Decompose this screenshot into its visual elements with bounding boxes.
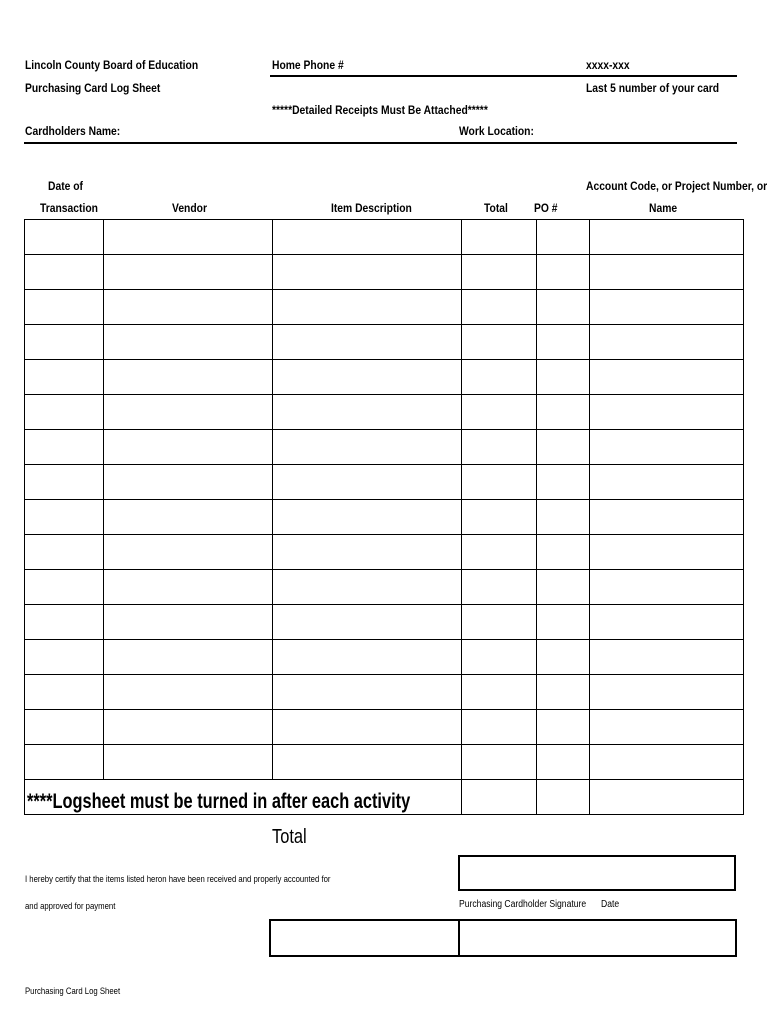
table-row bbox=[25, 325, 744, 360]
cell-account[interactable] bbox=[590, 640, 744, 675]
cell-po[interactable] bbox=[537, 500, 590, 535]
cell-po[interactable] bbox=[537, 745, 590, 780]
cell-total[interactable] bbox=[462, 710, 537, 745]
home-phone-underline bbox=[270, 75, 737, 77]
signature-label: Purchasing Cardholder Signature bbox=[459, 899, 587, 910]
table-row bbox=[25, 535, 744, 570]
cell-vendor[interactable] bbox=[104, 255, 273, 290]
table-row bbox=[25, 220, 744, 255]
cell-date[interactable] bbox=[25, 745, 104, 780]
cell-total[interactable] bbox=[462, 220, 537, 255]
cell-po[interactable] bbox=[537, 710, 590, 745]
cell-total[interactable] bbox=[462, 500, 537, 535]
cell-date[interactable] bbox=[25, 675, 104, 710]
cell-total[interactable] bbox=[462, 465, 537, 500]
cell-account[interactable] bbox=[590, 570, 744, 605]
cell-account[interactable] bbox=[590, 395, 744, 430]
cell-total[interactable] bbox=[462, 570, 537, 605]
cell-po[interactable] bbox=[537, 325, 590, 360]
cell-vendor[interactable] bbox=[104, 465, 273, 500]
log-table bbox=[24, 219, 744, 815]
cell-item-description[interactable] bbox=[273, 570, 462, 605]
cell-vendor[interactable] bbox=[104, 360, 273, 395]
cell-account[interactable] bbox=[590, 290, 744, 325]
table-row bbox=[25, 255, 744, 290]
cell-item-description[interactable] bbox=[273, 220, 462, 255]
cell-vendor[interactable] bbox=[104, 325, 273, 360]
table-row bbox=[25, 710, 744, 745]
home-phone-label: Home Phone # bbox=[272, 58, 344, 72]
cell-item-description[interactable] bbox=[273, 465, 462, 500]
receipts-note: *****Detailed Receipts Must Be Attached***** bbox=[272, 103, 488, 117]
cell-item-description[interactable] bbox=[273, 675, 462, 710]
cell-account[interactable] bbox=[590, 745, 744, 780]
cell-vendor[interactable] bbox=[104, 290, 273, 325]
cell-total[interactable] bbox=[462, 745, 537, 780]
table-row bbox=[25, 640, 744, 675]
cell-item-description[interactable] bbox=[273, 360, 462, 395]
cell-po[interactable] bbox=[537, 605, 590, 640]
cell-item-description[interactable] bbox=[273, 640, 462, 675]
cell-date[interactable] bbox=[25, 640, 104, 675]
cell-date[interactable] bbox=[25, 360, 104, 395]
cell-date[interactable] bbox=[25, 325, 104, 360]
cell-item-description[interactable] bbox=[273, 430, 462, 465]
page-footer: Purchasing Card Log Sheet bbox=[25, 986, 121, 996]
table-row bbox=[25, 430, 744, 465]
cell-vendor[interactable] bbox=[104, 675, 273, 710]
cell-total[interactable] bbox=[462, 325, 537, 360]
col-date-line2: Transaction bbox=[40, 201, 98, 215]
cell-vendor[interactable] bbox=[104, 605, 273, 640]
cardholder-label: Cardholders Name: bbox=[25, 124, 121, 138]
cell-vendor[interactable] bbox=[104, 710, 273, 745]
cell-item-description[interactable] bbox=[273, 255, 462, 290]
cell-item-description[interactable] bbox=[273, 500, 462, 535]
cell-account[interactable] bbox=[590, 780, 744, 815]
col-item-description: Item Description bbox=[331, 201, 412, 215]
cell-po[interactable] bbox=[537, 640, 590, 675]
cell-account[interactable] bbox=[590, 465, 744, 500]
cell-po[interactable] bbox=[537, 430, 590, 465]
col-vendor: Vendor bbox=[172, 201, 207, 215]
cell-total[interactable] bbox=[462, 605, 537, 640]
cell-account[interactable] bbox=[590, 360, 744, 395]
cell-account[interactable] bbox=[590, 675, 744, 710]
col-account-line1: Account Code, or Project Number, or bbox=[586, 179, 768, 193]
cell-total[interactable] bbox=[462, 535, 537, 570]
cell-item-description[interactable] bbox=[273, 710, 462, 745]
cell-date[interactable] bbox=[25, 465, 104, 500]
card-mask: xxxx-xxx bbox=[586, 58, 630, 72]
cell-date[interactable] bbox=[25, 500, 104, 535]
cardholder-underline bbox=[24, 142, 737, 144]
cell-date[interactable] bbox=[25, 430, 104, 465]
cell-item-description[interactable] bbox=[273, 745, 462, 780]
cell-item-description[interactable] bbox=[273, 290, 462, 325]
cell-date[interactable] bbox=[25, 255, 104, 290]
card-hint: Last 5 number of your card bbox=[586, 81, 720, 95]
total-box[interactable] bbox=[458, 855, 736, 891]
signature-field[interactable] bbox=[270, 921, 456, 955]
cell-item-description[interactable] bbox=[273, 605, 462, 640]
cell-vendor[interactable] bbox=[104, 220, 273, 255]
cell-account[interactable] bbox=[590, 220, 744, 255]
cell-total[interactable] bbox=[462, 255, 537, 290]
date-label: Date bbox=[601, 899, 620, 910]
table-row bbox=[25, 360, 744, 395]
table-row bbox=[25, 745, 744, 780]
cell-account[interactable] bbox=[590, 255, 744, 290]
logsheet-notice: ****Logsheet must be turned in after each activity bbox=[27, 790, 411, 813]
col-total: Total bbox=[484, 201, 508, 215]
cell-vendor[interactable] bbox=[104, 570, 273, 605]
cell-date[interactable] bbox=[25, 395, 104, 430]
cell-item-description[interactable] bbox=[273, 395, 462, 430]
table-row bbox=[25, 395, 744, 430]
cell-total[interactable] bbox=[462, 395, 537, 430]
cell-po[interactable] bbox=[537, 395, 590, 430]
certify-line2: and approved for payment bbox=[25, 901, 116, 911]
cell-po[interactable] bbox=[537, 570, 590, 605]
cell-total[interactable] bbox=[462, 675, 537, 710]
certify-line1: I hereby certify that the items listed heron have been received and properly accounted for bbox=[25, 874, 331, 884]
cell-po[interactable] bbox=[537, 675, 590, 710]
cell-po[interactable] bbox=[537, 780, 590, 815]
cell-account[interactable] bbox=[590, 430, 744, 465]
cell-account[interactable] bbox=[590, 500, 744, 535]
cell-date[interactable] bbox=[25, 570, 104, 605]
cell-date[interactable] bbox=[25, 290, 104, 325]
cell-vendor[interactable] bbox=[104, 640, 273, 675]
cell-account[interactable] bbox=[590, 710, 744, 745]
cell-total[interactable] bbox=[462, 360, 537, 395]
cell-item-description[interactable] bbox=[273, 535, 462, 570]
table-row bbox=[25, 675, 744, 710]
cell-total[interactable] bbox=[462, 640, 537, 675]
cell-po[interactable] bbox=[537, 290, 590, 325]
cell-po[interactable] bbox=[537, 535, 590, 570]
cell-po[interactable] bbox=[537, 220, 590, 255]
cell-account[interactable] bbox=[590, 535, 744, 570]
date-field[interactable] bbox=[459, 921, 735, 955]
work-location-label: Work Location: bbox=[459, 124, 534, 138]
total-label: Total bbox=[272, 826, 307, 848]
cell-vendor[interactable] bbox=[104, 430, 273, 465]
table-row bbox=[25, 465, 744, 500]
cell-account[interactable] bbox=[590, 605, 744, 640]
cell-date[interactable] bbox=[25, 535, 104, 570]
table-row bbox=[25, 500, 744, 535]
cell-date[interactable] bbox=[25, 220, 104, 255]
cell-vendor[interactable] bbox=[104, 745, 273, 780]
cell-po[interactable] bbox=[537, 360, 590, 395]
cell-vendor[interactable] bbox=[104, 500, 273, 535]
col-date-line1: Date of bbox=[48, 179, 83, 193]
table-row bbox=[25, 570, 744, 605]
cell-date[interactable] bbox=[25, 605, 104, 640]
table-row bbox=[25, 290, 744, 325]
cell-po[interactable] bbox=[537, 465, 590, 500]
cell-total[interactable] bbox=[462, 290, 537, 325]
col-po: PO # bbox=[534, 201, 558, 215]
table-row bbox=[25, 605, 744, 640]
cell-vendor[interactable] bbox=[104, 395, 273, 430]
cell-item-description[interactable] bbox=[273, 325, 462, 360]
cell-total[interactable] bbox=[462, 780, 537, 815]
cell-total[interactable] bbox=[462, 430, 537, 465]
cell-po[interactable] bbox=[537, 255, 590, 290]
cell-vendor[interactable] bbox=[104, 535, 273, 570]
col-account-line2: Name bbox=[649, 201, 678, 215]
sheet-title: Purchasing Card Log Sheet bbox=[25, 81, 161, 95]
cell-date[interactable] bbox=[25, 710, 104, 745]
cell-account[interactable] bbox=[590, 325, 744, 360]
org-name: Lincoln County Board of Education bbox=[25, 58, 199, 72]
